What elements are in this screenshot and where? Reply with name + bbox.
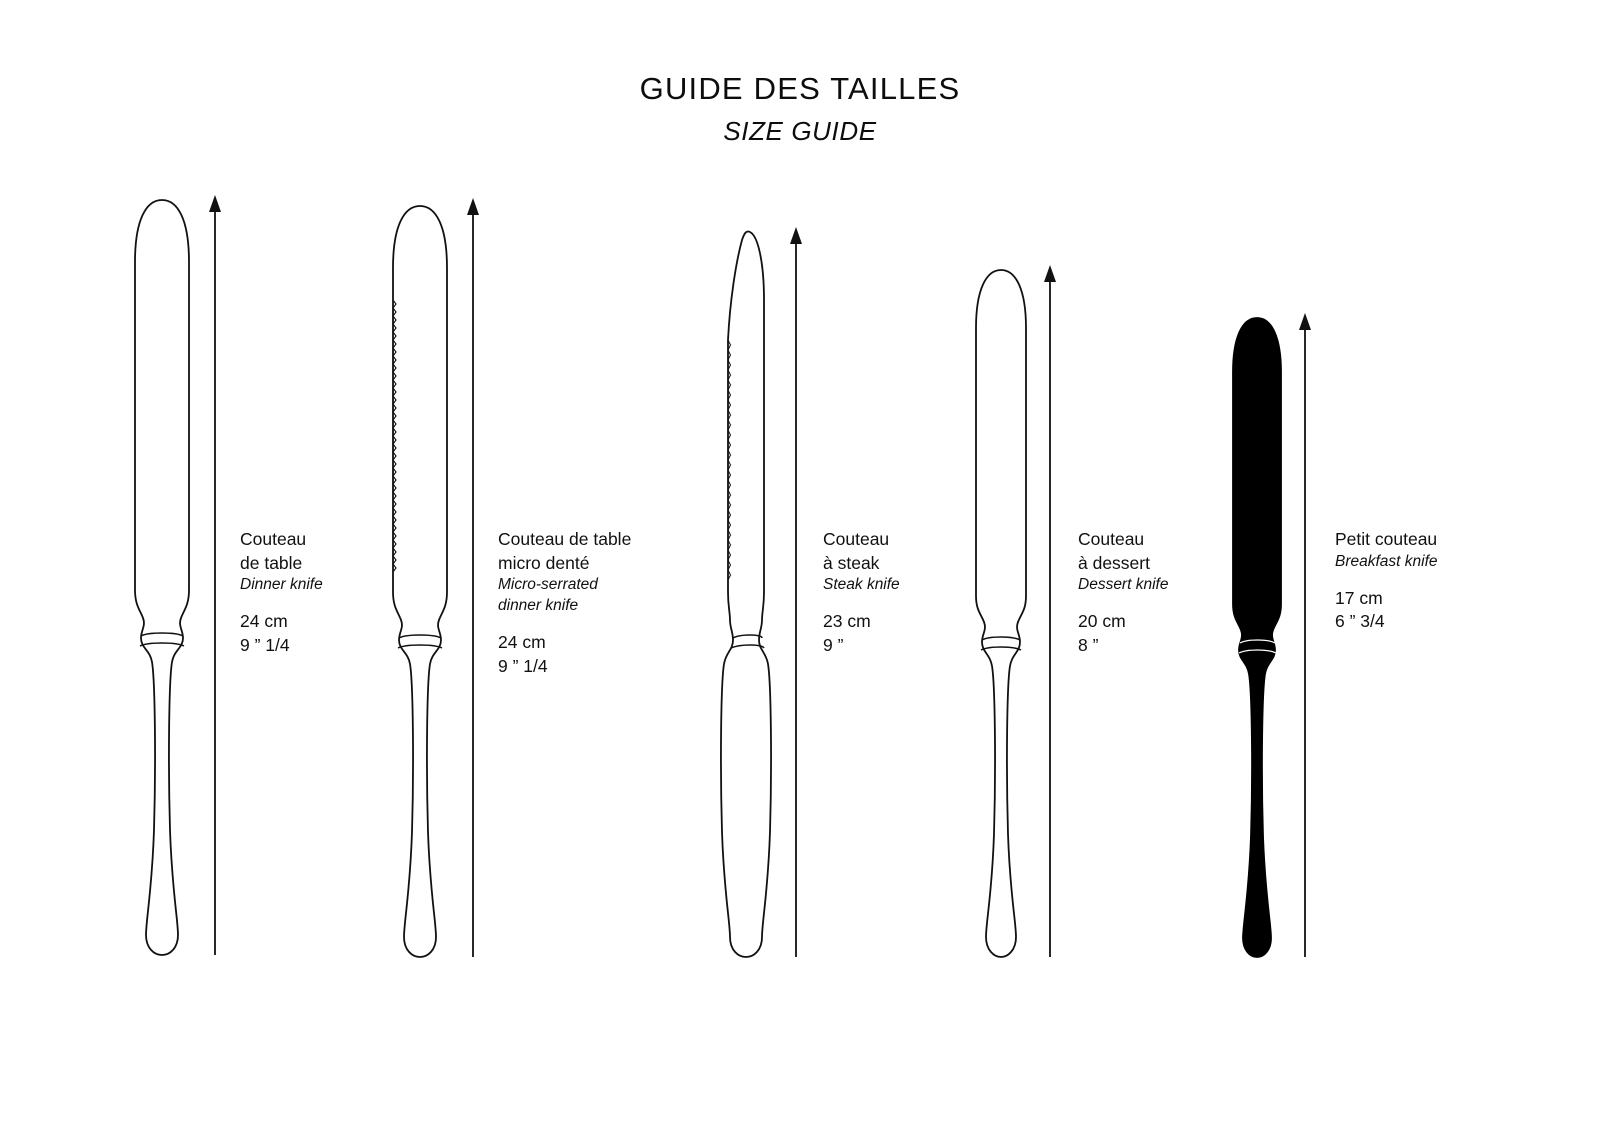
- knife-group-breakfast: [1215, 0, 1545, 1125]
- micro-serrated-knife-caption: [498, 528, 631, 678]
- caption-fr-line1: Couteau: [823, 529, 890, 549]
- caption-length-in: 9 ” 1/4: [498, 655, 548, 676]
- caption-length-cm: 20 cm: [1078, 611, 1126, 632]
- caption-en-line1: Dinner knife: [240, 576, 323, 594]
- caption-en-line1: Micro-serrated: [498, 576, 598, 594]
- page-title-fr: GUIDE DES TAILLES: [639, 71, 961, 106]
- caption-en-line1: Breakfast knife: [1335, 552, 1438, 570]
- caption-length-cm: 17 cm: [1335, 587, 1383, 608]
- breakfast-knife-caption: [1335, 528, 1438, 634]
- caption-en-line1: Dessert knife: [1078, 576, 1169, 594]
- caption-fr-line2: de table: [240, 552, 303, 573]
- caption-length-cm: 24 cm: [240, 611, 288, 632]
- caption-fr-line1: Couteau: [1078, 529, 1145, 549]
- dessert-knife-caption: [1078, 528, 1168, 657]
- caption-length-in: 9 ”: [823, 634, 844, 655]
- caption-fr-line2: micro denté: [498, 552, 590, 573]
- caption-length-cm: 23 cm: [823, 611, 871, 632]
- caption-length-in: 6 ” 3/4: [1335, 611, 1385, 632]
- dinner-knife-caption: [240, 528, 323, 657]
- knife-group-micro-serrated: [368, 0, 728, 1125]
- steak-knife-illustration: [700, 0, 940, 1125]
- caption-length-cm: 24 cm: [498, 632, 546, 653]
- caption-fr-line1: Petit couteau: [1335, 529, 1438, 549]
- steak-knife-caption: [823, 528, 900, 657]
- caption-length-in: 9 ” 1/4: [240, 634, 290, 655]
- caption-en-line1: Steak knife: [823, 576, 900, 594]
- caption-length-in: 8 ”: [1078, 634, 1099, 655]
- caption-fr-line2: à dessert: [1078, 552, 1150, 573]
- caption-fr-line2: à steak: [823, 552, 880, 573]
- page-title-en: SIZE GUIDE: [723, 116, 877, 147]
- caption-fr-line1: Couteau de table: [498, 529, 632, 549]
- caption-fr-line1: Couteau: [240, 529, 307, 549]
- caption-en-line2: dinner knife: [498, 597, 579, 615]
